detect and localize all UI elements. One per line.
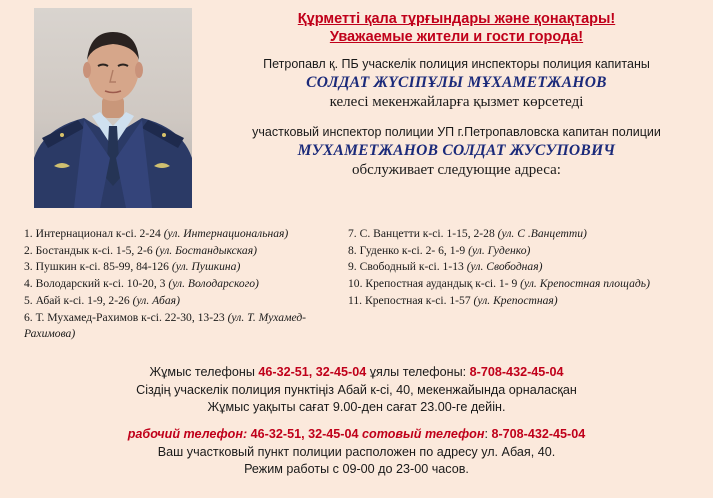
officer-name-kz: СОЛДАТ ЖҮСІПҰЛЫ МҰХАМЕТЖАНОВ [306, 74, 607, 91]
address-list-left [24, 226, 342, 343]
address-item: 3. Пушкин к-сі. 85-99, 84-126 (ул. Пушкина) [24, 260, 241, 274]
officer-serves-ru: обслуживает следующие адреса: [352, 162, 561, 178]
officer-portrait [34, 8, 192, 208]
phones-line-kz: Жұмыс телефоны 46-32-51, 32-45-04 ұялы телефоны: 8-708-432-45-04 [149, 365, 564, 379]
officer-block-ru [200, 124, 713, 179]
officer-serves-kz: келесі мекенжайларға қызмет көрсетеді [329, 94, 584, 110]
greeting-kz: Құрметті қала тұрғындары және қонақтары! [297, 11, 616, 27]
work-phone-ru: 46-32-51, 32-45-04 [250, 427, 359, 441]
address-item: 7. С. Ванцетти к-сі. 1-15, 2-28 (ул. С .Ванцетти) [348, 227, 587, 240]
work-hours-ru: Режим работы с 09-00 до 23-00 часов. [244, 462, 469, 476]
contacts-kz [0, 364, 713, 417]
officer-name-ru: МУХАМЕТЖАНОВ СОЛДАТ ЖУСУПОВИЧ [297, 142, 616, 159]
address-item: 2. Бостандык к-сі. 1-5, 2-6 (ул. Бостандыкская) [24, 243, 257, 257]
address-item: 6. Т. Мухамед-Рахимов к-сі. 22-30, 13-23 (ул. Т. Мухамед-Рахимова) [24, 310, 307, 341]
contacts-ru [0, 426, 713, 479]
greeting [200, 10, 713, 46]
office-address-kz: Сіздің учаскелік полиция пунктіңіз Абай к-сі, 40, мекенжайында орналасқан [136, 382, 577, 397]
address-item: 9. Свободный к-сі. 1-13 (ул. Свободная) [348, 260, 543, 274]
greeting-ru: Уважаемые жители и гости города! [329, 29, 584, 45]
address-item: 4. Володарский к-сі. 10-20, 3 (ул. Володарского) [24, 277, 259, 291]
work-hours-kz: Жұмыс уақыты сағат 9.00-ден сағат 23.00-ге дейін. [207, 400, 506, 414]
address-item: 10. Крепостная аудандық к-сі. 1- 9 (ул. Крепостная площадь) [348, 277, 650, 291]
address-item: 8. Гуденко к-сі. 2- 6, 1-9 (ул. Гуденко) [348, 243, 531, 257]
mobile-phone-ru: 8-708-432-45-04 [491, 427, 586, 441]
address-item: 1. Интернационал к-сі. 2-24 (ул. Интернациональная) [24, 227, 289, 240]
office-address-ru: Ваш участковый пункт полиции расположен по адресу ул. Абая, 40. [157, 444, 556, 459]
officer-intro-kz: Петропавл қ. ПБ учаскелік полиция инспекторы полиция капитаны [263, 57, 650, 71]
mobile-phone-kz: 8-708-432-45-04 [469, 365, 564, 379]
officer-block-kz [200, 56, 713, 111]
work-phone-kz: 46-32-51, 32-45-04 [258, 365, 367, 379]
address-item: 5. Абай к-сі. 1-9, 2-26 (ул. Абая) [24, 293, 180, 307]
officer-intro-ru: участковый инспектор полиции УП г.Петропавловска капитан полиции [252, 125, 661, 139]
address-item: 11. Крепостная к-сі. 1-57 (ул. Крепостная) [348, 293, 558, 307]
phones-line-ru: рабочий телефон: 46-32-51, 32-45-04 сотовый телефон: 8-708-432-45-04 [127, 427, 586, 441]
address-list-right [348, 226, 668, 310]
